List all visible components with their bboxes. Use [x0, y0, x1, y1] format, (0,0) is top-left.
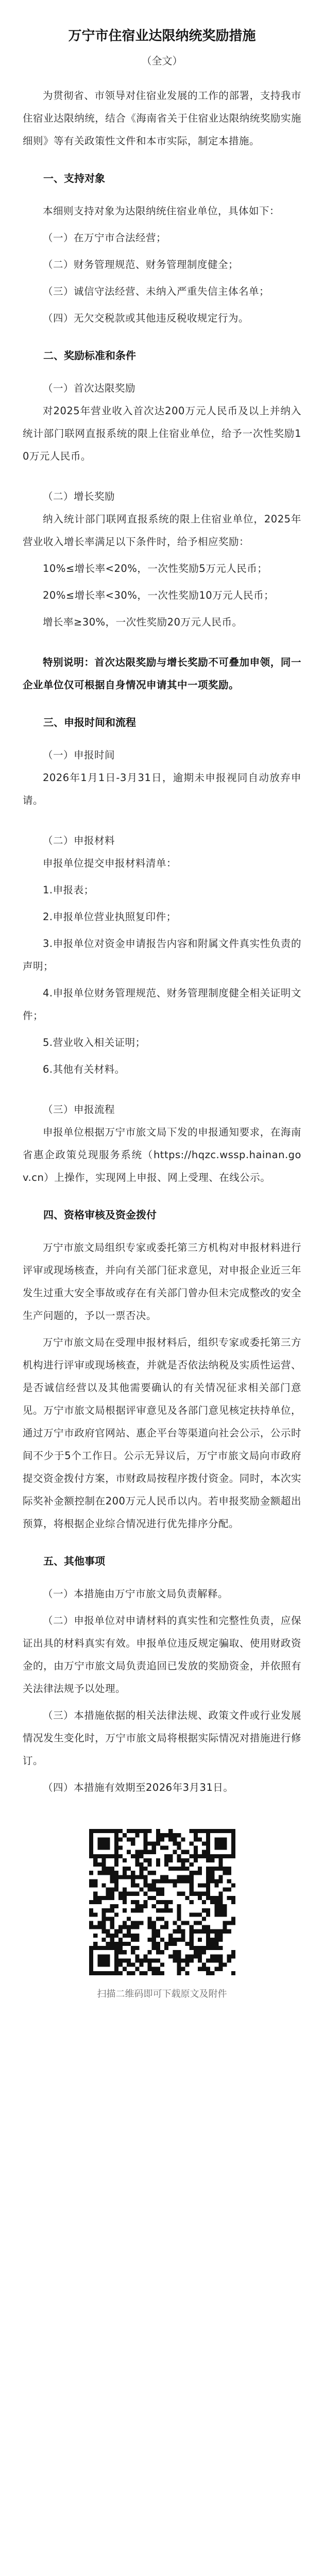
- first-threshold-award-text: 对2025年营业收入首次达200万元人民币及以上并纳入统计部门联网直报系统的限上住宿业单位，给予一次性奖励10万元人民币。: [23, 405, 301, 462]
- material-item: 3.申报单位对资金申请报告内容和附属文件真实性负责的声明；: [23, 938, 301, 972]
- growth-tier: 20%≤增长率<30%，一次性奖励10万元人民币；: [43, 589, 275, 601]
- qr-caption: 扫描二维码即可下载原文及附件: [97, 1989, 227, 1999]
- growth-award-title: （二）增长奖励: [43, 490, 115, 502]
- section-heading-other-matters: 五、其他事项: [43, 1555, 105, 1567]
- material-item: 6.其他有关材料。: [43, 1063, 125, 1075]
- document-subtitle: （全文）: [141, 55, 183, 67]
- material-item: 4.申报单位财务管理规范、财务管理制度健全相关证明文件；: [23, 987, 301, 1022]
- first-threshold-award-title: （一）首次达限奖励: [43, 382, 136, 394]
- document-title: 万宁市住宿业达限纳统奖励措施: [68, 28, 256, 44]
- support-target-item: （一）在万宁市合法经营；: [43, 232, 167, 244]
- application-time-text: 2026年1月1日-3月31日，逾期未申报视同自动放弃申请。: [23, 772, 301, 806]
- support-target-paragraph: 本细则支持对象为达限纳统住宿业单位，具体如下：: [43, 205, 280, 217]
- application-materials-text: 申报单位提交申报材料清单：: [43, 857, 177, 869]
- material-item: 5.营业收入相关证明；: [43, 1037, 146, 1048]
- application-process-text: 申报单位根据万宁市旅文局下发的申报通知要求，在海南省惠企政策兑现服务系统（https://hqzc.wssp.hainan.gov.cn）上操作，实现网上申报、网上受理、在线公示。: [23, 1126, 301, 1183]
- special-note: 特别说明：首次达限奖励与增长奖励不可叠加申领，同一企业单位仅可根据自身情况申请其中一项奖励。: [23, 656, 301, 691]
- section-heading-application-process: 三、申报时间和流程: [43, 716, 136, 728]
- funding-paragraph: 万宁市旅文局在受理申报材料后，组织专家或委托第三方机构进行评审或现场核查，并就是否依法纳税及实质性运营、是否诚信经营以及其他需要确认的有关情况征求相关部门意见。万宁市旅文局根据评审意见及各部门意见核定扶持单位，通过万宁市政府官网站、惠企平台等渠道向社会公示，公示时间不少于5个工作日。公示无异议后，万宁市旅文局向市政府提交资金拨付方案，市财政局按程序拨付资金。同时，本次实际奖补金额控制在200万元人民币以内。若申报奖励金额超出预算，将根据企业综合情况进行优先排序分配。: [23, 1336, 301, 1530]
- qr-code-icon[interactable]: [85, 1825, 240, 1979]
- material-item: 1.申报表；: [43, 884, 94, 896]
- application-time-title: （一）申报时间: [43, 749, 115, 761]
- support-target-item: （三）诚信守法经营、未纳入严重失信主体名单；: [43, 285, 270, 297]
- material-item: 2.申报单位营业执照复印件；: [43, 911, 177, 923]
- intro-paragraph: 为贯彻省、市领导对住宿业发展的工作的部署，支持我市住宿业达限纳统，结合《海南省关于住宿业达限纳统奖励实施细则》等有关政策性文件和本市实际，制定本措施。: [23, 90, 301, 147]
- growth-tier: 10%≤增长率<20%，一次性奖励5万元人民币；: [43, 563, 268, 574]
- section-heading-review-funding: 四、资格审核及资金拨付: [43, 1209, 157, 1221]
- qr-block: [85, 1825, 240, 2002]
- other-matters-item: （四）本措施有效期至2026年3月31日。: [43, 1782, 234, 1793]
- support-target-item: （四）无欠交税款或其他违反税收规定行为。: [43, 312, 249, 324]
- application-process-title: （三）申报流程: [43, 1104, 115, 1115]
- other-matters-item: （二）申报单位对申请材料的真实性和完整性负责，应保证出具的材料真实有效。申报单位违反规定骗取、使用财政资金的，由万宁市旅文局负责追回已发放的奖励资金，并依照有关法律法规予以处理。: [23, 1615, 301, 1694]
- application-materials-title: （二）申报材料: [43, 835, 115, 846]
- other-matters-item: （三）本措施依据的相关法律法规、政策文件或行业发展情况发生变化时，万宁市旅文局将根据实际情况对措施进行修订。: [23, 1709, 301, 1767]
- growth-tier: 增长率≥30%，一次性奖励20万元人民币。: [43, 616, 243, 628]
- growth-award-text: 纳入统计部门联网直报系统的限上住宿业单位，2025年营业收入增长率满足以下条件时，给予相应奖励：: [23, 513, 301, 548]
- support-target-item: （二）财务管理规范、财务管理制度健全；: [43, 259, 239, 270]
- review-paragraph: 万宁市旅文局组织专家或委托第三方机构对申报材料进行评审或现场核查，并向有关部门征求意见，对申报企业近三年发生过重大安全事故或存在有关部门曾办但未完成整改的安全生产问题的，予以一票否决。: [23, 1242, 301, 1321]
- other-matters-item: （一）本措施由万宁市旅文局负责解释。: [43, 1588, 229, 1600]
- section-heading-award-standards: 二、奖励标准和条件: [43, 349, 136, 362]
- section-heading-support-target: 一、支持对象: [43, 172, 105, 184]
